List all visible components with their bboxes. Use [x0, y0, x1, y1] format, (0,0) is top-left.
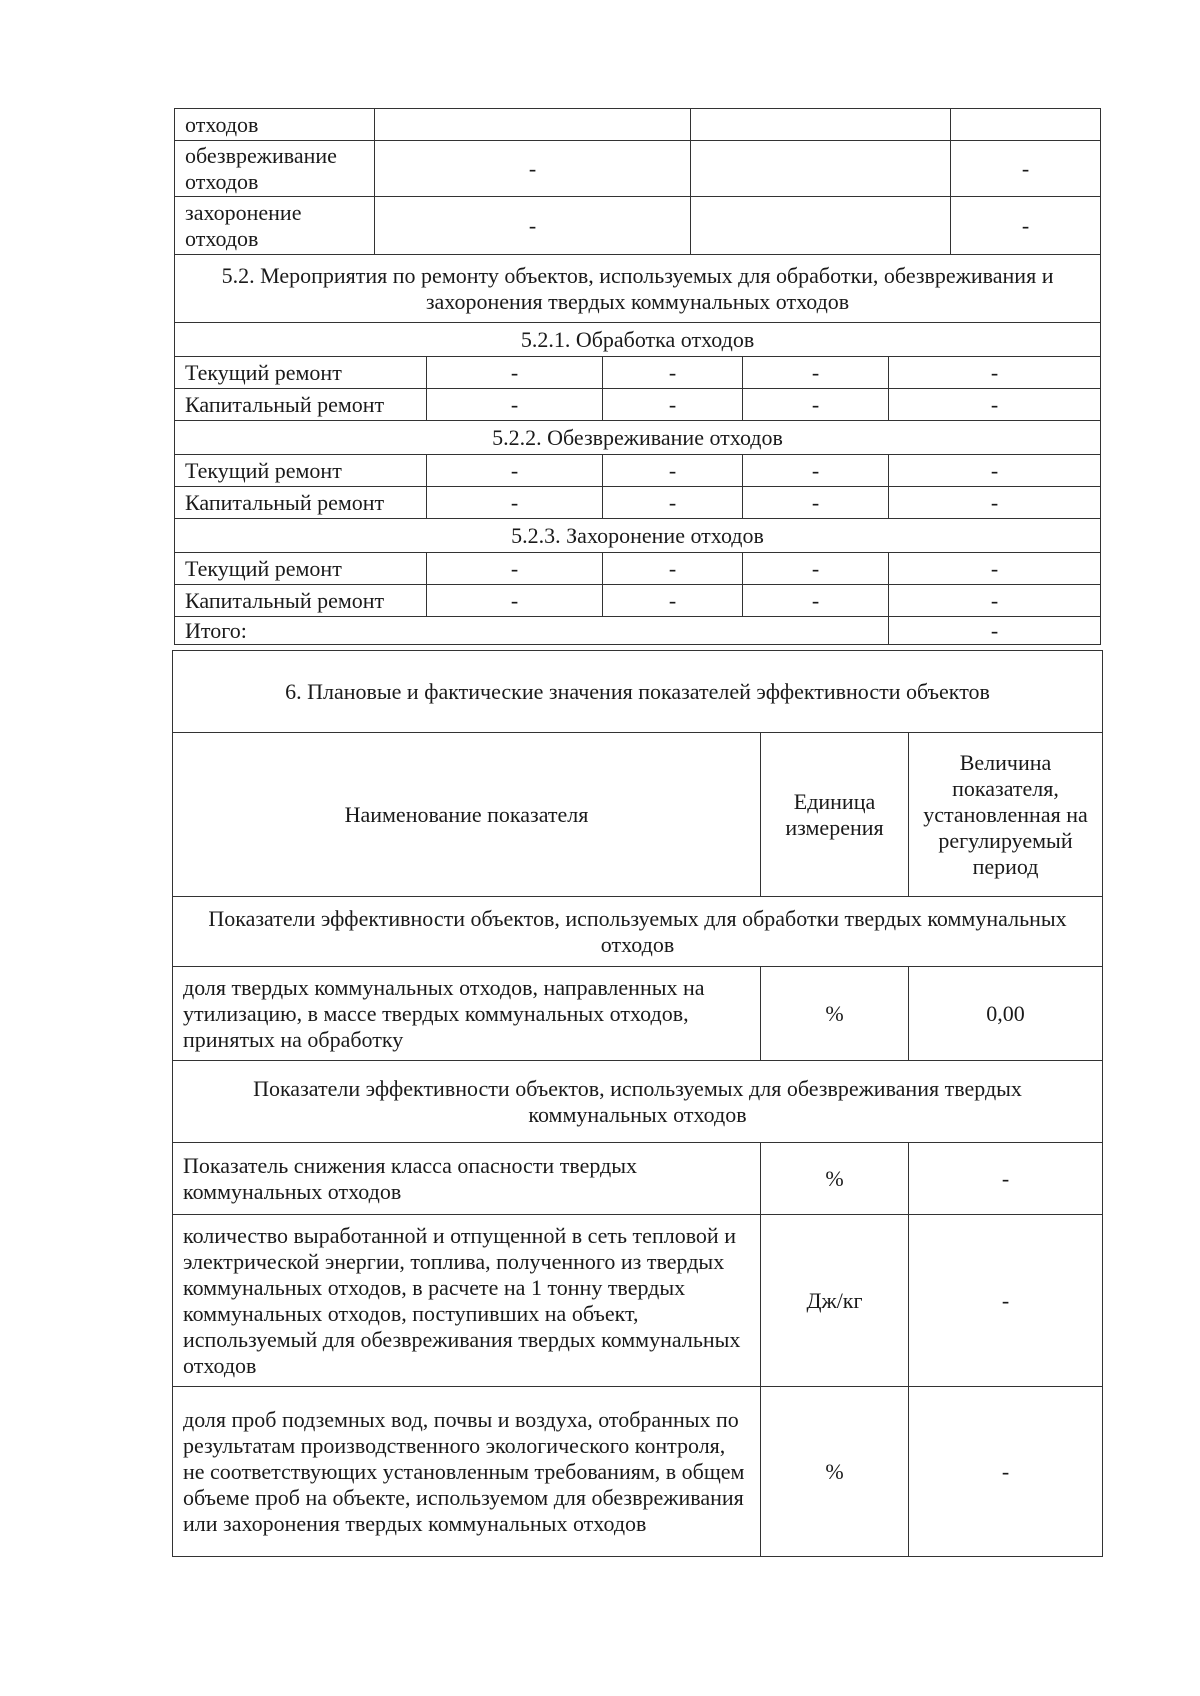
- table-row: [175, 141, 1101, 197]
- subsection-title-row: [175, 519, 1101, 553]
- row-name: Текущий ремонт: [175, 553, 427, 585]
- row-name: отходов: [175, 109, 375, 141]
- row-name: Текущий ремонт: [175, 455, 427, 487]
- total-value: -: [889, 617, 1101, 645]
- group-title-row: [173, 1061, 1103, 1143]
- cell: -: [427, 455, 603, 487]
- cell: -: [603, 553, 743, 585]
- section-5-2-table: [174, 254, 1101, 645]
- cell: [691, 141, 951, 197]
- cell: [951, 109, 1101, 141]
- indicator-unit: %: [761, 1143, 909, 1215]
- indicator-value: 0,00: [909, 967, 1103, 1061]
- indicator-name: доля проб подземных вод, почвы и воздуха, отобранных по результатам производственного экологического контроля, не соответствующих установленным требованиям, в общем объеме проб на объекте, используемом для обезвреживания или захоронения твердых коммунальных отходов: [173, 1387, 761, 1557]
- section-6-table: [172, 650, 1103, 1557]
- cell: -: [603, 357, 743, 389]
- header-unit: Единица измерения: [761, 733, 909, 897]
- cell: -: [743, 357, 889, 389]
- group-title: Показатели эффективности объектов, используемых для обработки твердых коммунальных отходов: [173, 897, 1103, 967]
- cell: -: [603, 389, 743, 421]
- table-row: [173, 967, 1103, 1061]
- table-row: [173, 1387, 1103, 1557]
- cell: -: [427, 553, 603, 585]
- table-row: [173, 1215, 1103, 1387]
- table-row: [175, 553, 1101, 585]
- total-row: [175, 617, 1101, 645]
- cell: -: [889, 357, 1101, 389]
- cell: -: [375, 141, 691, 197]
- cell: -: [603, 455, 743, 487]
- cell: -: [427, 487, 603, 519]
- cell: [375, 109, 691, 141]
- table-row: [175, 197, 1101, 255]
- cell: -: [427, 585, 603, 617]
- group-title: Показатели эффективности объектов, используемых для обезвреживания твердых коммунальных отходов: [173, 1061, 1103, 1143]
- subsection-title: 5.2.1. Обработка отходов: [175, 323, 1101, 357]
- section-5-2-title: 5.2. Мероприятия по ремонту объектов, используемых для обработки, обезвреживания и захоронения твердых коммунальных отходов: [175, 255, 1101, 323]
- subsection-title: 5.2.3. Захоронение отходов: [175, 519, 1101, 553]
- indicator-value: -: [909, 1387, 1103, 1557]
- section-title-row: [175, 255, 1101, 323]
- indicator-value: -: [909, 1215, 1103, 1387]
- section-title-row: [173, 651, 1103, 733]
- indicator-unit: %: [761, 967, 909, 1061]
- row-name: Капитальный ремонт: [175, 487, 427, 519]
- row-name: Капитальный ремонт: [175, 389, 427, 421]
- subsection-title-row: [175, 323, 1101, 357]
- cell: -: [743, 455, 889, 487]
- cell: -: [889, 487, 1101, 519]
- section-6-title: 6. Плановые и фактические значения показателей эффективности объектов: [173, 651, 1103, 733]
- cell: -: [603, 585, 743, 617]
- indicator-name: Показатель снижения класса опасности твердых коммунальных отходов: [173, 1143, 761, 1215]
- header-name: Наименование показателя: [173, 733, 761, 897]
- indicator-unit: Дж/кг: [761, 1215, 909, 1387]
- group-title-row: [173, 897, 1103, 967]
- cell: [691, 197, 951, 255]
- row-name: Капитальный ремонт: [175, 585, 427, 617]
- total-label: Итого:: [175, 617, 889, 645]
- row-name: обезвреживание отходов: [175, 141, 375, 197]
- indicator-name: количество выработанной и отпущенной в сеть тепловой и электрической энергии, топлива, полученного из твердых коммунальных отходов, в расчете на 1 тонну твердых коммунальных отходов, поступивших на объект, используемый для обезвреживания твердых коммунальных отходов: [173, 1215, 761, 1387]
- table-row: [175, 357, 1101, 389]
- indicator-value: -: [909, 1143, 1103, 1215]
- cell: -: [743, 553, 889, 585]
- cell: -: [951, 141, 1101, 197]
- subsection-title-row: [175, 421, 1101, 455]
- cell: -: [743, 585, 889, 617]
- table-row: [175, 585, 1101, 617]
- subsection-title: 5.2.2. Обезвреживание отходов: [175, 421, 1101, 455]
- cell: -: [427, 389, 603, 421]
- cell: -: [889, 455, 1101, 487]
- indicator-unit: %: [761, 1387, 909, 1557]
- cell: -: [427, 357, 603, 389]
- table-row: [175, 109, 1101, 141]
- cell: [691, 109, 951, 141]
- cell: -: [603, 487, 743, 519]
- table-row: [175, 455, 1101, 487]
- cell: -: [889, 553, 1101, 585]
- header-row: [173, 733, 1103, 897]
- header-value: Величина показателя, установленная на регулируемый период: [909, 733, 1103, 897]
- cell: -: [889, 389, 1101, 421]
- table-row: [173, 1143, 1103, 1215]
- table-row: [175, 487, 1101, 519]
- row-name: захоронение отходов: [175, 197, 375, 255]
- table-row: [175, 389, 1101, 421]
- cell: -: [375, 197, 691, 255]
- cell: -: [951, 197, 1101, 255]
- top-rows-table: [174, 108, 1101, 255]
- cell: -: [743, 487, 889, 519]
- row-name: Текущий ремонт: [175, 357, 427, 389]
- indicator-name: доля твердых коммунальных отходов, направленных на утилизацию, в массе твердых коммунальных отходов, принятых на обработку: [173, 967, 761, 1061]
- cell: -: [889, 585, 1101, 617]
- cell: -: [743, 389, 889, 421]
